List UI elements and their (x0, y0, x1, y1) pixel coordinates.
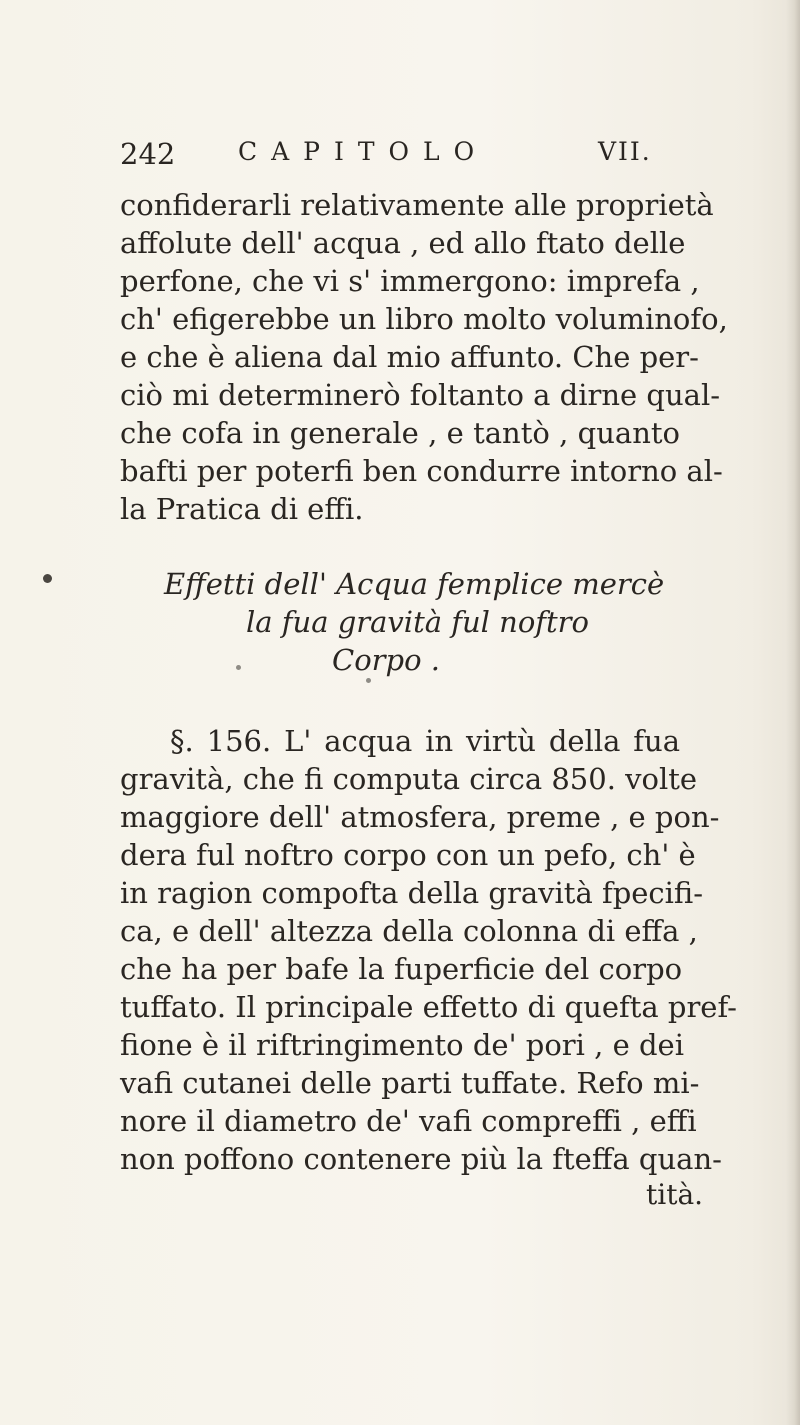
text-line: tuffato. Il principale effetto di quefta pref- (120, 990, 737, 1024)
page-edge-shadow (786, 0, 800, 1425)
running-header (120, 137, 720, 177)
heading-line: Corpo . (332, 643, 440, 677)
text-line: ch' efigerebbe un libro molto voluminofo, (120, 302, 728, 336)
text-line: ca, e dell' altezza della colonna di effa , (120, 914, 698, 948)
text-line: bafti per poterfi ben condurre intorno al- (120, 454, 723, 488)
text-line: non poffono contenere più la fteffa quan- (120, 1142, 722, 1176)
text-line: nore il diametro de' vafi compreffi , effi (120, 1104, 697, 1138)
catchword: tità. (646, 1178, 704, 1211)
ink-spot (366, 678, 371, 683)
text-line: gravità, che fi computa circa 850. volte (120, 762, 698, 796)
text-line: che ha per bafe la fuperficie del corpo (120, 952, 683, 986)
text-line: vafi cutanei delle parti tuffate. Refo mi- (120, 1066, 700, 1100)
heading-line: Effetti dell' Acqua femplice mercè (164, 567, 665, 601)
text-line: e che è aliena dal mio affunto. Che per- (120, 340, 699, 374)
ink-spot (43, 574, 52, 583)
text-line: §. 156. L' acqua in virtù della fua (170, 724, 680, 758)
text-line: dera ful noftro corpo con un pefo, ch' è (120, 838, 696, 872)
text-line: affolute dell' acqua , ed allo ftato delle (120, 226, 686, 260)
text-line: in ragion compofta della gravità fpecifi- (120, 876, 704, 910)
chapter-title: CAPITOLO (238, 137, 489, 166)
ink-spot (236, 665, 241, 670)
text-line: maggiore dell' atmosfera, preme , e pon- (120, 800, 720, 834)
chapter-number: VII. (598, 137, 652, 166)
text-line: confiderarli relativamente alle proprietà (120, 188, 714, 222)
text-line: perfone, che vi s' immergono: imprefa , (120, 264, 700, 298)
heading-line: la fua gravità ful noftro (246, 605, 589, 639)
page-number: 242 (120, 137, 176, 171)
text-line: fione è il riftringimento de' pori , e dei (120, 1028, 684, 1062)
text-line: che cofa in generale , e tantò , quanto (120, 416, 680, 450)
text-line: ciò mi determinerò foltanto a dirne qual- (120, 378, 721, 412)
text-line: la Pratica di effi. (120, 492, 364, 526)
